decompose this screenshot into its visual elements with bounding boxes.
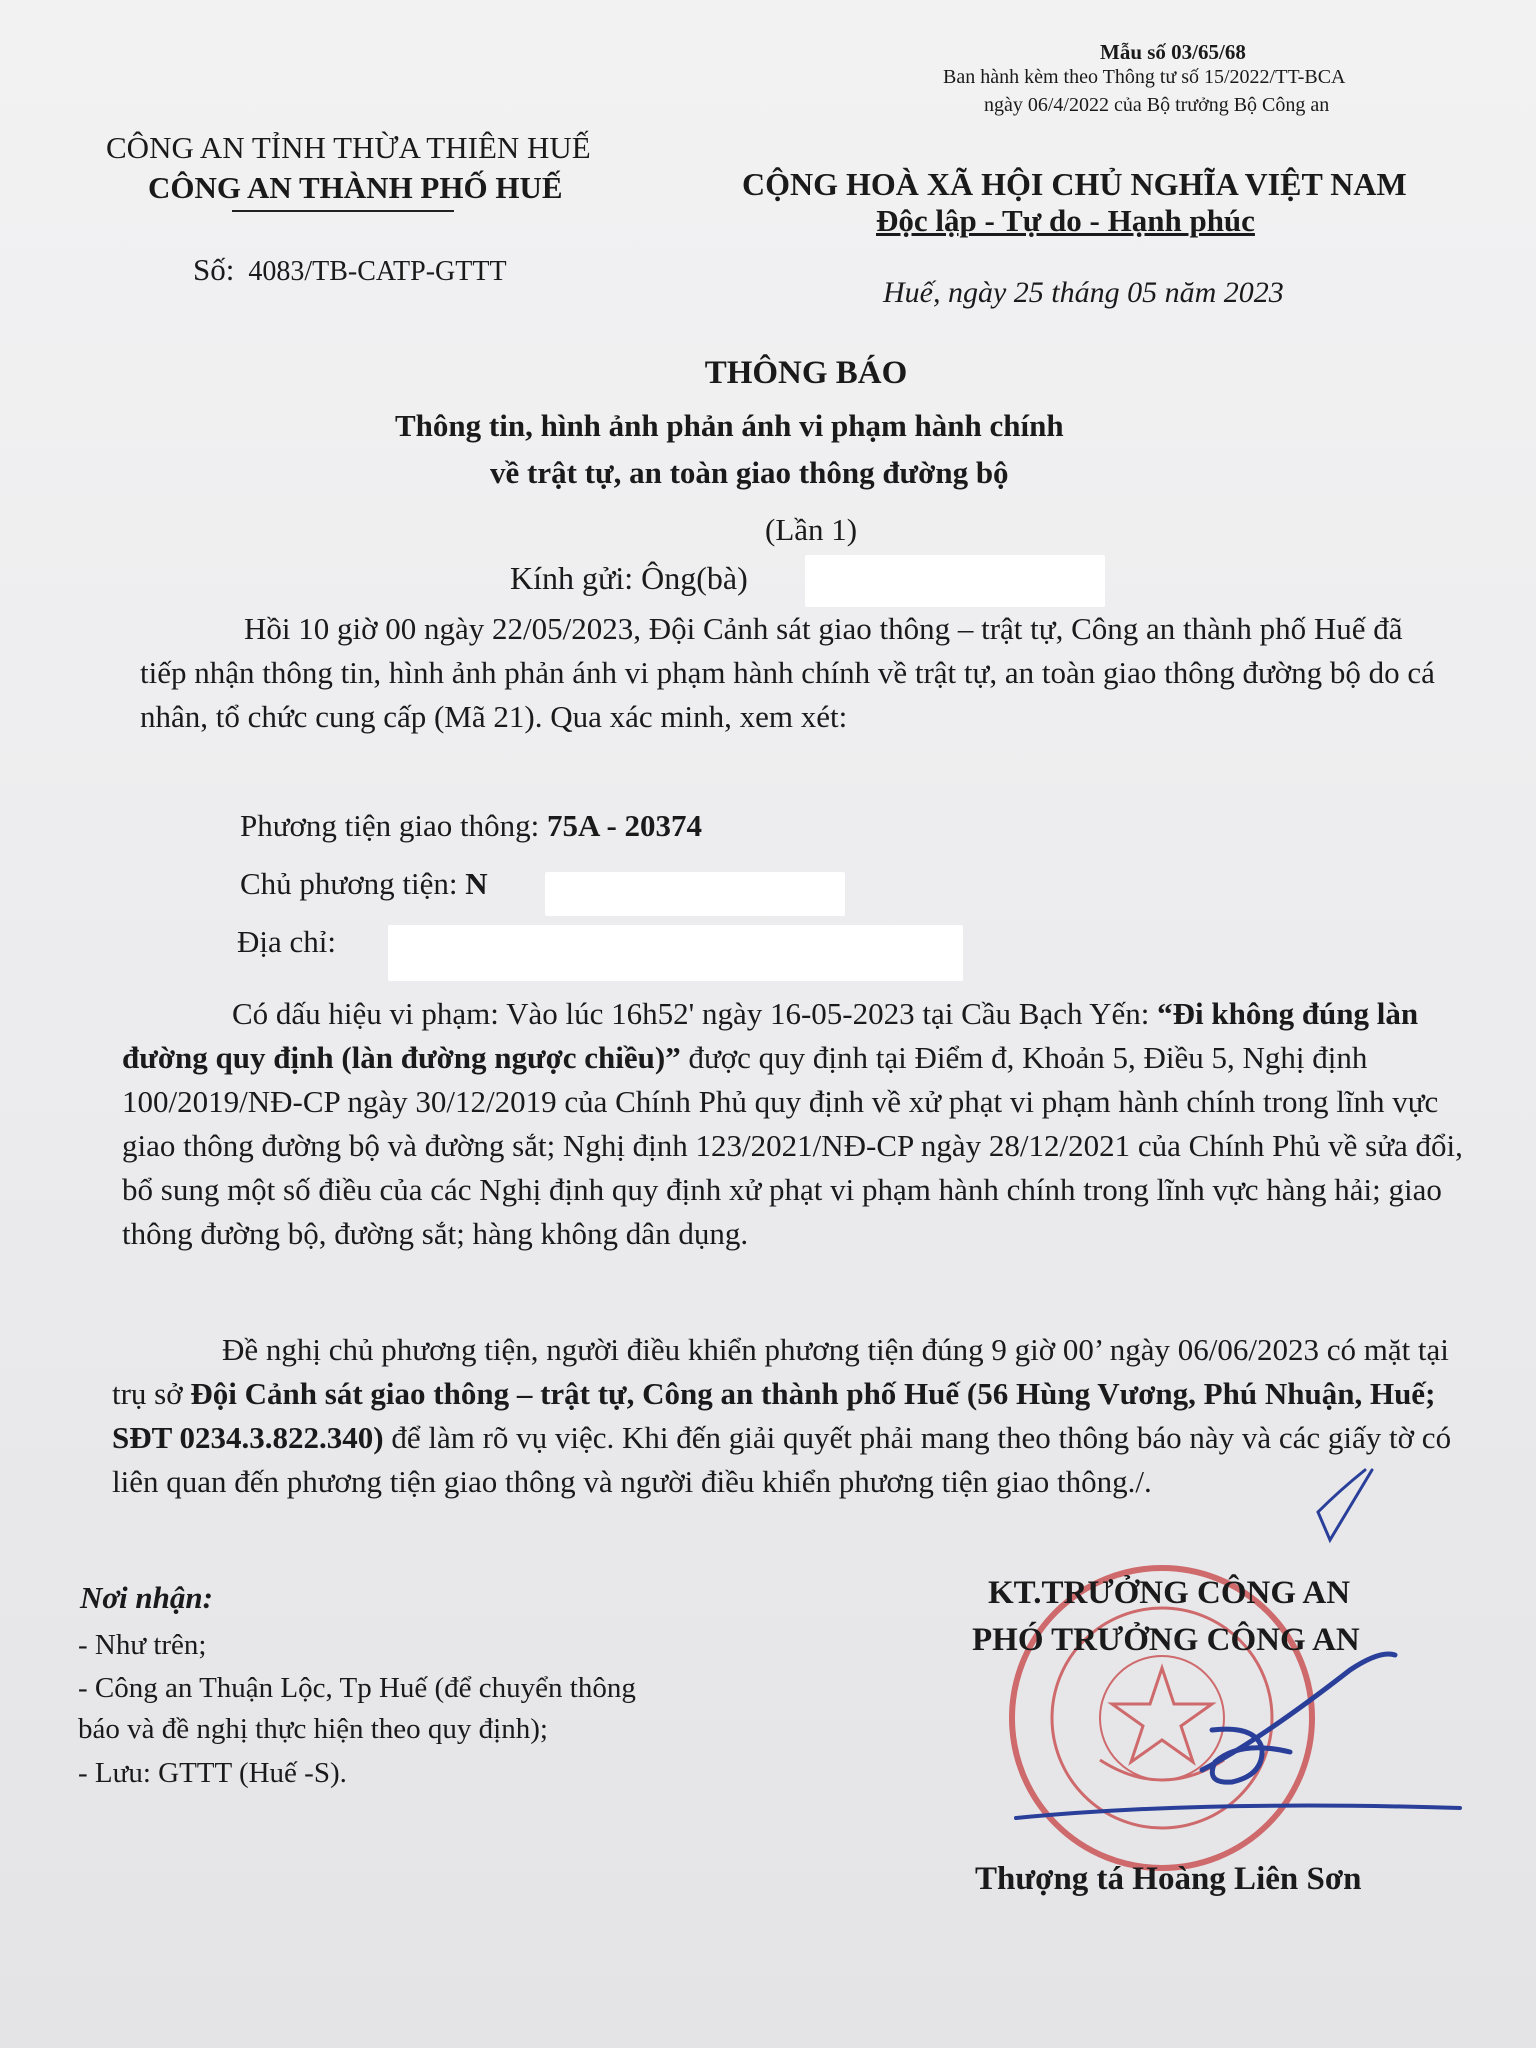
request-rest: để làm rõ vụ việc. Khi đến giải quyết phải mang theo thông báo này và các giấy tờ có liên quan đến phương tiện giao thông và người điều khiển phương tiện giao thông./. (112, 1420, 1452, 1499)
notice-round: (Lần 1) (765, 512, 858, 547)
signature-title-1: KT.TRƯỞNG CÔNG AN (988, 1575, 1351, 1611)
recipient-item: - Công an Thuận Lộc, Tp Huế (để chuyển thông (78, 1672, 636, 1704)
nation-motto: Độc lập - Tự do - Hạnh phúc (876, 203, 1255, 238)
owner-field (240, 866, 488, 902)
paragraph-violation (122, 992, 1472, 1256)
request-office: Đội Cảnh sát giao thông – trật tự, Công an thành phố Huế (56 Hùng Vương, Phú Nhuận, Huế; SĐT 0234.3.822.340) (112, 1376, 1436, 1455)
redaction-owner (545, 872, 845, 916)
vehicle-label: Phương tiện giao thông: (240, 808, 540, 843)
recipients-title: Nơi nhận: (80, 1580, 213, 1615)
recipient-item: báo và đề nghị thực hiện theo quy định); (78, 1713, 548, 1745)
owner-value: N (465, 866, 488, 901)
paragraph-received (140, 607, 1452, 739)
redaction-address (388, 925, 963, 981)
address-label: Địa chỉ: (237, 924, 336, 959)
recipient-item: - Như trên; (78, 1629, 207, 1661)
place-date: Huế, ngày 25 tháng 05 năm 2023 (883, 276, 1284, 309)
paragraph-request (112, 1328, 1482, 1504)
agency-underline (232, 210, 454, 212)
stamp-star-icon (1112, 1668, 1212, 1762)
document-number (193, 252, 507, 288)
nation-name: CỘNG HOÀ XÃ HỘI CHỦ NGHĨA VIỆT NAM (742, 166, 1407, 202)
recipient-item: - Lưu: GTTT (Huế -S). (78, 1757, 347, 1789)
signature-title-2: PHÓ TRƯỞNG CÔNG AN (972, 1622, 1360, 1658)
paragraph-received-text: Hồi 10 giờ 00 ngày 22/05/2023, Đội Cảnh sát giao thông – trật tự, Công an thành phố Huế đã tiếp nhận thông tin, hình ảnh phản ánh vi phạm hành chính về trật tự, an toàn giao thông đường bộ do cá nhân, tổ chức cung cấp (Mã 21). Qua xác minh, xem xét: (140, 611, 1435, 734)
agency-parent: CÔNG AN TỈNH THỪA THIÊN HUẾ (106, 130, 591, 165)
official-stamp (1012, 1568, 1312, 1868)
violation-legal-basis: được quy định tại Điểm đ, Khoản 5, Điều 5, Nghị định 100/2019/NĐ-CP ngày 30/12/2019 của Chính Phủ quy định về xử phạt vi phạm hành chính trong lĩnh vực giao thông đường bộ và đường sắt; Nghị định 123/2021/NĐ-CP ngày 28/12/2021 của Chính Phủ về sửa đổi, bổ sung một số điều của các Nghị định quy định xử phạt vi phạm hành chính trong lĩnh vực hàng hải; giao thông đường bộ, đường sắt; hàng không dân dụng. (122, 1040, 1463, 1251)
form-issued-with: Ban hành kèm theo Thông tư số 15/2022/TT-BCA (943, 66, 1346, 88)
request-lead: Đề nghị chủ phương tiện, người điều khiển phương tiện đúng 9 giờ 00’ ngày 06/06/2023 có mặt tại trụ sở (112, 1332, 1449, 1411)
redaction-recipient (805, 555, 1105, 607)
document-number-value: 4083/TB-CATP-GTTT (248, 256, 507, 287)
vehicle-field (240, 808, 702, 844)
document-subtitle-line2: về trật tự, an toàn giao thông đường bộ (490, 455, 1009, 490)
address-field (237, 924, 336, 960)
document-title: THÔNG BÁO (704, 355, 908, 391)
violation-lead: Có dấu hiệu vi phạm: Vào lúc 16h52' ngày 16-05-2023 tại Cầu Bạch Yến: (232, 996, 1150, 1031)
violation-description: “Đi không đúng làn đường quy định (làn đường ngược chiều)” (122, 996, 1419, 1075)
greeting: Kính gửi: Ông(bà) (510, 560, 748, 596)
document-number-label: Số: (193, 252, 235, 287)
vehicle-plate: 75A - 20374 (547, 808, 703, 843)
agency-name: CÔNG AN THÀNH PHỐ HUẾ (148, 170, 563, 205)
signer-name: Thượng tá Hoàng Liên Sơn (975, 1861, 1362, 1897)
document-subtitle-line1: Thông tin, hình ảnh phản ánh vi phạm hành chính (395, 408, 1064, 443)
form-issued-date: ngày 06/4/2022 của Bộ trưởng Bộ Công an (984, 94, 1330, 116)
form-number: Mẫu số 03/65/68 (1100, 40, 1246, 64)
owner-label: Chủ phương tiện: (240, 866, 458, 901)
